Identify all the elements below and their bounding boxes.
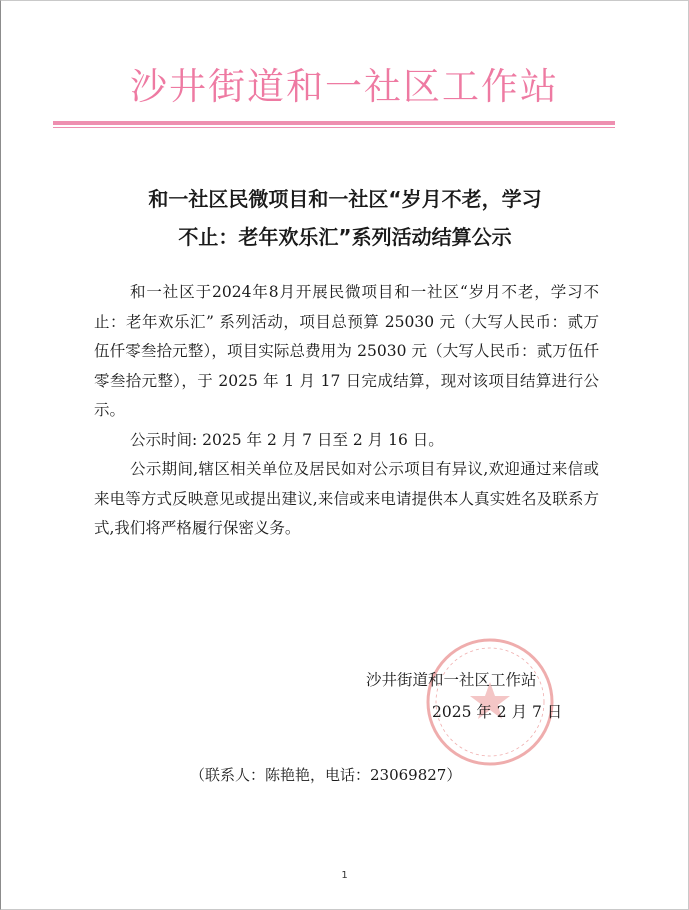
page-number: 1: [341, 870, 348, 881]
document-title-line-1: 和一社区民微项目和一社区“岁月不老，学习: [148, 187, 542, 211]
notice-paragraph-objections: 公示期间,辖区相关单位及居民如对公示项目有异议,欢迎通过来信或来电等方式反映意见或提出建议,来信或来电请提供本人真实姓名及联系方式,我们将严格履行保密义务。: [94, 460, 599, 537]
signature-date: 2025 年 2 月 7 日: [432, 703, 563, 721]
notice-paragraph-summary: 和一社区于2024年8月开展民微项目和一社区“岁月不老，学习不止：老年欢乐汇” 系列活动，项目总预算 25030 元（大写人民币：贰万伍仟零叁拾元整），项目实际总费用为 25030 元（大写人民币：贰万伍仟零叁拾元整），于 2025 年 1 月 17 日完成结算，现对该项目结算进行公示。: [94, 283, 599, 419]
masthead-rule-thick: [53, 121, 615, 125]
document-title: [60, 180, 630, 256]
masthead-rule-thin: [53, 127, 615, 128]
contact-info: （联系人：陈艳艳，电话：23069827）: [190, 766, 462, 784]
signature-org: 沙井街道和一社区工作站: [366, 671, 537, 689]
notice-paragraph-period: 公示时间: 2025 年 2 月 7 日至 2 月 16 日。: [130, 430, 444, 449]
notice-body: [94, 278, 599, 544]
document-title-line-2: 不止：老年欢乐汇”系列活动结算公示: [178, 225, 512, 249]
masthead-org-name: 沙井街道和一社区工作站: [130, 65, 559, 108]
